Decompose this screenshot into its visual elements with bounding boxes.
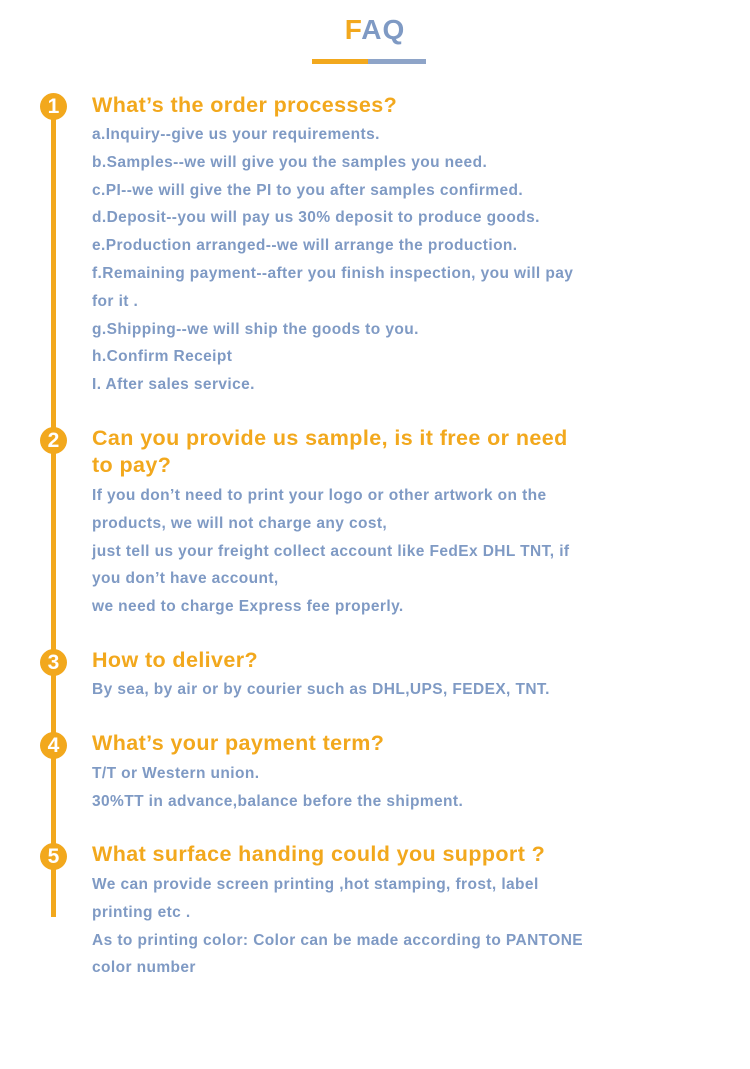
answer-line: As to printing color: Color can be made according to PANTONE [92, 931, 584, 949]
answer-line: color number [92, 959, 196, 977]
answer-line: I. After sales service. [92, 376, 255, 394]
timeline-line [51, 106, 56, 917]
answer-line: c.PI--we will give the PI to you after samples confirmed. [92, 181, 524, 199]
answer-line: h.Confirm Receipt [92, 348, 233, 366]
faq-5-answer [92, 871, 732, 982]
faq-5-question: What surface handing could you support ? [92, 842, 546, 866]
faq-4-number-badge: 4 [40, 732, 67, 759]
title-rest: AQ [361, 14, 406, 45]
answer-line: printing etc . [92, 903, 191, 921]
title-first-letter: F [344, 14, 362, 45]
answer-line: f.Remaining payment--after you finish inspection, you will pay [92, 264, 574, 282]
faq-1-answer [92, 121, 732, 399]
answer-line: we need to charge Express fee properly. [92, 598, 404, 616]
answer-line: for it . [92, 292, 139, 310]
page-title [0, 14, 750, 46]
question-line: to pay? [92, 453, 172, 477]
answer-line: We can provide screen printing ,hot stamping, frost, label [92, 876, 539, 893]
answer-line: e.Production arranged--we will arrange the production. [92, 237, 518, 255]
faq-3-number-badge: 3 [40, 649, 67, 676]
faq-3-answer [92, 676, 732, 704]
answer-line: d.Deposit--you will pay us 30% deposit to produce goods. [92, 209, 540, 227]
faq-5-number-badge: 5 [40, 843, 67, 870]
answer-line: 30%TT in advance,balance before the shipment. [92, 792, 464, 810]
answer-line: products, we will not charge any cost, [92, 514, 388, 532]
answer-line: T/T or Western union. [92, 765, 260, 782]
faq-2-question [92, 425, 712, 479]
answer-line: a.Inquiry--give us your requirements. [92, 126, 380, 143]
title-underline-orange [312, 59, 368, 64]
answer-line: just tell us your freight collect account like FedEx DHL TNT, if [92, 542, 570, 560]
faq-3-question: How to deliver? [92, 648, 259, 672]
answer-line: b.Samples--we will give you the samples you need. [92, 153, 488, 171]
question-line: Can you provide us sample, is it free or need [92, 426, 568, 450]
faq-4-question: What’s your payment term? [92, 731, 385, 755]
faq-1-question: What’s the order processes? [92, 93, 398, 117]
answer-line: If you don’t need to print your logo or other artwork on the [92, 487, 547, 504]
faq-2-answer [92, 482, 732, 621]
answer-line: you don’t have account, [92, 570, 279, 588]
faq-4-answer [92, 760, 732, 816]
answer-line: By sea, by air or by courier such as DHL,UPS, FEDEX, TNT. [92, 681, 550, 698]
title-underline-blue [368, 59, 426, 64]
answer-line: g.Shipping--we will ship the goods to you. [92, 320, 419, 338]
faq-2-number-badge: 2 [40, 427, 67, 454]
faq-1-number-badge: 1 [40, 93, 67, 120]
